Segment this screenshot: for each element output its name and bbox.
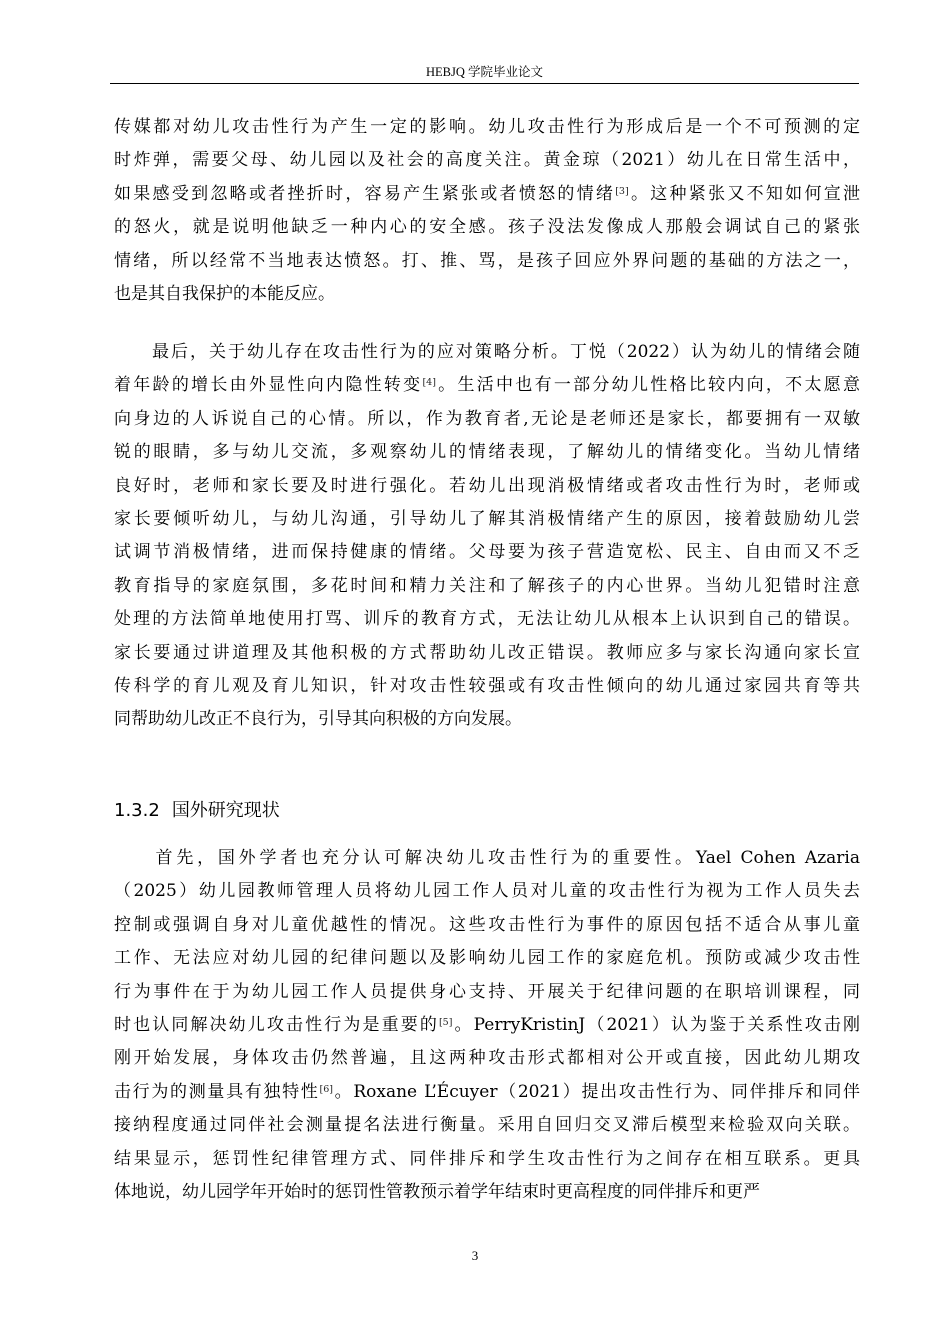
text-run: 。Roxane L’Écuyer（2021）提出攻击性行为、同伴排斥和同伴 [332, 1081, 860, 1102]
header-rule [110, 83, 859, 84]
text-run: 如果感受到忽略或者挫折时，容易产生紧张或者愤怒的情绪 [114, 183, 616, 204]
section-number: 1.3.2 [114, 800, 160, 821]
text-line [114, 470, 860, 502]
text-run: 教育指导的家庭氛围，多花时间和精力关注和了解孩子的内心世界。当幼儿犯错时注意 [114, 575, 860, 596]
text-run: 传科学的育儿观及育儿知识，针对攻击性较强或有攻击性倾向的幼儿通过家园共育等共 [114, 676, 860, 696]
text-run: 刚开始发展，身体攻击仍然普遍，且这两种攻击形式都相对公开或直接，因此幼儿期攻 [114, 1048, 860, 1069]
text-line [114, 369, 860, 401]
text-line [114, 278, 860, 310]
text-line [114, 144, 860, 176]
text-line [114, 536, 860, 568]
text-line [114, 570, 860, 602]
text-run: 工作、无法应对幼儿园的纪律问题以及影响幼儿园工作的家庭危机。预防或减少攻击性 [114, 948, 860, 969]
text-line [114, 909, 860, 941]
text-run: 接纳程度通过同伴社会测量提名法进行衡量。采用自回归交叉滞后模型来检验双向关联。 [114, 1115, 860, 1136]
text-run: 试调节消极情绪，进而保持健康的情绪。父母要为孩子营造宽松、民主、自由而又不乏 [114, 542, 860, 563]
text-line [114, 336, 860, 368]
text-line [114, 842, 860, 874]
text-line [114, 245, 860, 277]
text-run: 向身边的人诉说自己的心情。所以，作为教育者,无论是老师还是家长，都要拥有一双敏 [114, 408, 860, 429]
text-line [114, 436, 860, 468]
text-run: 结果显示，惩罚性纪律管理方式、同伴排斥和学生攻击性行为之间存在相互联系。更具 [114, 1148, 860, 1169]
text-line [114, 403, 860, 435]
text-run: 锐的眼睛，多与幼儿交流，多观察幼儿的情绪表现，了解幼儿的情绪变化。当幼儿情绪 [114, 442, 860, 463]
text-run: 情绪，所以经常不当地表达愤怒。打、推、骂，是孩子回应外界问题的基础的方法之一， [114, 250, 860, 271]
text-run: 也是其自我保护的本能反应。 [114, 284, 335, 304]
text-line [114, 1009, 860, 1041]
text-run: 时也认同解决幼儿攻击性行为是重要的 [114, 1015, 439, 1035]
text-run: 控制或强调自身对儿童优越性的情况。这些攻击性行为事件的原因包括不适合从事儿童 [114, 914, 860, 935]
text-run: 体地说，幼儿园学年开始时的惩罚性管教预示着学年结束时更高程度的同伴排斥和更严 [114, 1182, 760, 1202]
text-line [114, 503, 860, 535]
citation-marker: [4] [422, 377, 436, 389]
text-run: 家长要通过讲道理及其他积极的方式帮助幼儿改正错误。教师应多与家长沟通向家长宣 [114, 642, 860, 663]
citation-marker: [6] [319, 1083, 333, 1095]
section-heading [114, 794, 514, 828]
text-line [114, 637, 860, 669]
text-line [114, 1109, 860, 1141]
text-line [114, 703, 860, 735]
text-run: 同帮助幼儿改正不良行为，引导其向积极的方向发展。 [114, 709, 522, 730]
text-line [114, 1143, 860, 1175]
text-run: 。PerryKristinJ（2021）认为鉴于关系性攻击刚 [452, 1015, 860, 1035]
text-run: 处理的方法简单地使用打骂、训斥的教育方式，无法让幼儿从根本上认识到自己的错误。 [114, 609, 860, 630]
text-line [114, 211, 860, 243]
citation-marker: [3] [615, 185, 629, 197]
running-header: HEBJQ 学院毕业论文 [425, 65, 544, 79]
text-line [114, 1176, 860, 1208]
text-run: 。生活中也有一部分幼儿性格比较内向，不太愿意 [435, 375, 861, 396]
text-run: 家长要倾听幼儿，与幼儿沟通，引导幼儿了解其消极情绪产生的原因，接着鼓励幼儿尝 [114, 509, 860, 529]
text-run: 首先，国外学者也充分认可解决幼儿攻击性行为的重要性。Yael Cohen Azaria [114, 848, 860, 868]
text-run: 。这种紧张又不知如何宣泄 [628, 183, 861, 204]
text-run: （2025）幼儿园教师管理人员将幼儿园工作人员对儿童的攻击性行为视为工作人员失去 [114, 881, 860, 902]
text-line [114, 670, 860, 702]
text-run: 传媒都对幼儿攻击性行为产生一定的影响。幼儿攻击性行为形成后是一个不可预测的定 [114, 117, 860, 137]
text-run: 击行为的测量具有独特性 [114, 1081, 320, 1102]
text-run: 着年龄的增长由外显性向内隐性转变 [114, 375, 423, 396]
text-run: 时炸弹，需要父母、幼儿园以及社会的高度关注。黄金琼（2021）幼儿在日常生活中， [114, 150, 860, 171]
text-run: 的怒火，就是说明他缺乏一种内心的安全感。孩子没法发像成人那般会调试自己的紧张 [114, 217, 860, 238]
page-number: 3 [471, 1248, 479, 1263]
text-run: 行为事件在于为幼儿园工作人员提供身心支持、开展关于纪律问题的在职培训课程，同 [114, 981, 860, 1002]
text-line [114, 976, 860, 1008]
text-line [114, 1076, 860, 1108]
text-line [114, 178, 860, 210]
text-run: 最后，关于幼儿存在攻击性行为的应对策略分析。丁悦（2022）认为幼儿的情绪会随 [114, 342, 860, 362]
text-line [114, 942, 860, 974]
citation-marker: [5] [438, 1017, 453, 1028]
text-line [114, 875, 860, 907]
text-line [114, 1042, 860, 1074]
text-run: 良好时，老师和家长要及时进行强化。若幼儿出现消极情绪或者攻击性行为时，老师或 [114, 475, 860, 496]
section-title: 国外研究现状 [171, 800, 280, 821]
text-line [114, 603, 860, 635]
text-line [114, 111, 860, 143]
